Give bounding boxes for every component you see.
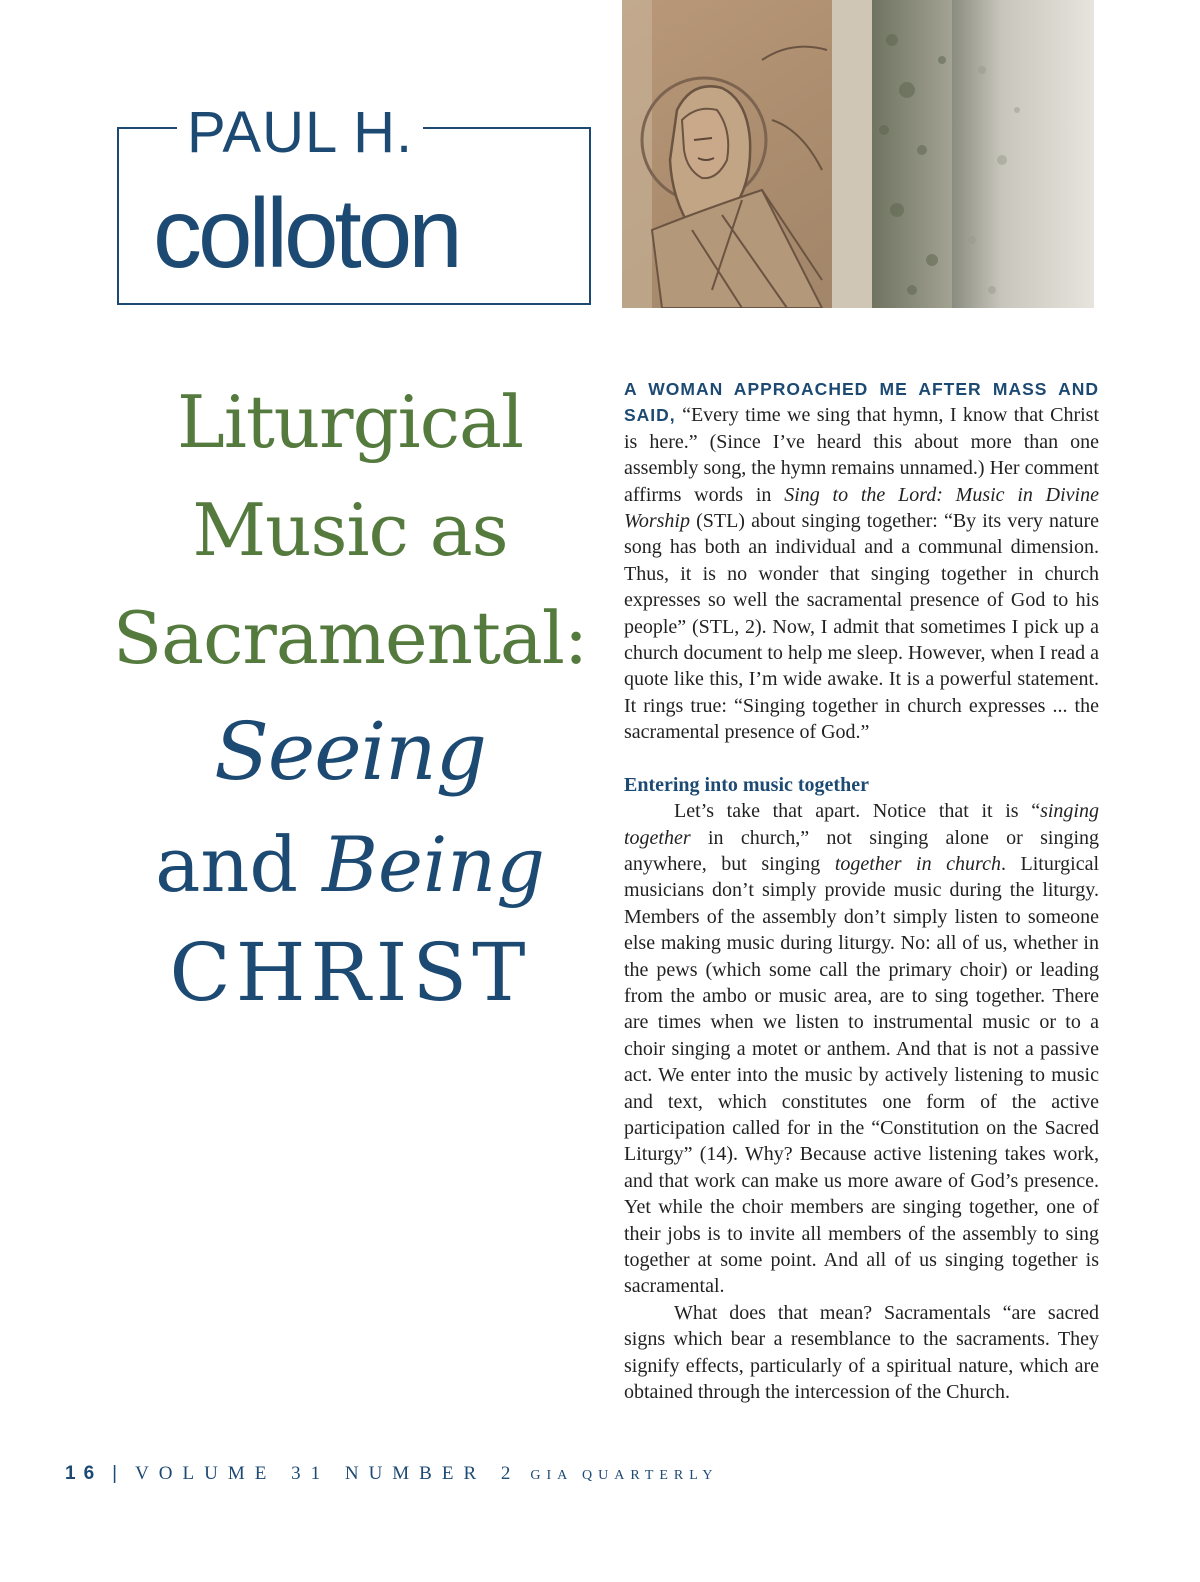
magazine-name: GIA QUARTERLY: [530, 1468, 719, 1483]
title-and: and: [155, 820, 323, 909]
article-body: [624, 376, 1099, 1405]
document-title: Sing to the Lord: Music in Divine Worship: [624, 483, 1099, 533]
paragraph-1-text-a: “Every time we sing that hymn, I know that Christ is here.” (Since I’ve heard this about more than one assembly song, the hymn remains unnamed.) Her comment affirms words in: [624, 404, 1099, 506]
paragraph-1-text-b: (STL) about singing together: “By its very nature song has both an individual and a communal dimension. Thus, it is no wonder that singing together in church expresses so well the sacramental presence of God to his people” (STL, 2). Now, I admit that sometimes I pick up a church document to help me sleep. However, when I read a quote like this, I’m wide awake. It is a powerful statement. It rings true: “Singing together in church expresses ... the sacramental presence of God.”: [624, 510, 1099, 744]
author-last-name: colloton: [153, 178, 459, 288]
page-number: 16: [65, 1463, 103, 1484]
footer-separator: |: [112, 1463, 118, 1484]
paragraph-2-text-c: . Liturgical musicians don’t simply provide music during the liturgy. Members of the assembly don’t simply listen to someone else making music during liturgy. No: all of us, whether in the pews (which some call the primary choir) or leading from the ambo or music area, are to sing together. There are times when we listen to instrumental music or to a choir singing a motet or anthem. And that is not a passive act. We enter into the music by actively listening to music and text, which constitutes one form of the active participation called for in the “Constitution on the Sacred Liturgy” (14). Why? Because active listening takes work, and that work can make us more aware of God’s presence. Yet while the choir members are singing together, one of their jobs is to invite all members of the assembly to sing together at some point. And all of us singing together is sacramental.: [624, 852, 1099, 1298]
lead-in: A WOMAN APPROACHED ME AFTER MASS AND SAID,: [624, 379, 1099, 426]
volume-number: VOLUME 31 NUMBER 2: [135, 1463, 521, 1484]
paragraph-1: [624, 376, 1099, 746]
page-footer: [65, 1463, 719, 1485]
title-line-1: Liturgical: [177, 380, 523, 464]
title-line-2: Music as: [192, 488, 508, 572]
paragraph-2: [624, 798, 1099, 1300]
title-line-4: Seeing: [214, 705, 486, 798]
paragraph-2-text-a: Let’s take that apart. Notice that it is “: [674, 800, 1041, 823]
title-being: Being: [322, 820, 545, 909]
emphasis-2: together in church: [834, 852, 1001, 875]
paragraph-2-text-b: in church,” not singing alone or singing anywhere, but singing: [624, 826, 1099, 875]
title-line-6: CHRIST: [169, 926, 531, 1019]
stone-carving-photo: [622, 0, 1094, 308]
emphasis-1: singing together: [624, 800, 1099, 849]
section-heading: Entering into music together: [624, 773, 869, 796]
title-line-5: [100, 812, 600, 918]
paragraph-3: What does that mean? Sacramentals “are sacred signs which bear a resemblance to the sacraments. They signify effects, particularly of a spiritual nature, which are obtained through the intercession of the Church.: [624, 1301, 1099, 1404]
article-title: [100, 368, 600, 1028]
author-first-name: PAUL H.: [177, 98, 423, 168]
title-line-3: Sacramental:: [112, 596, 588, 680]
